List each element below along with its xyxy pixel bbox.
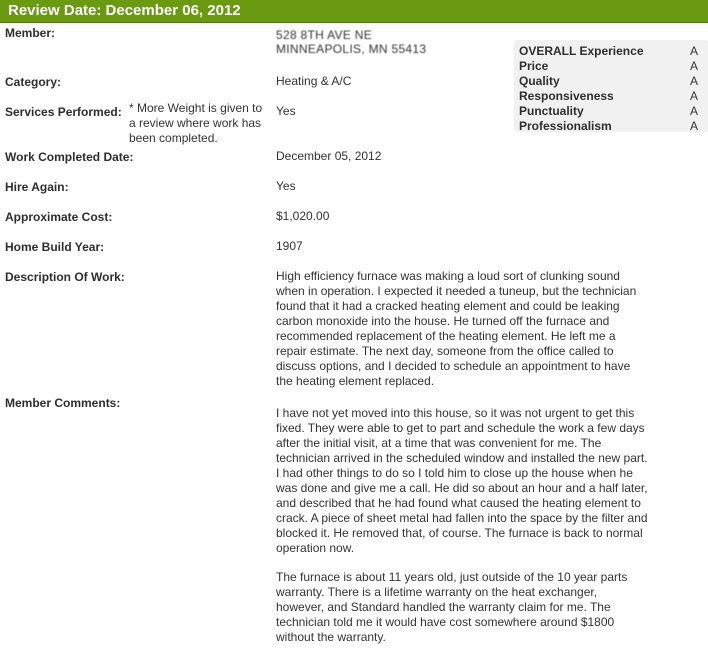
work-completed-label: Work Completed Date:: [5, 150, 134, 164]
hire-again-label: Hire Again:: [5, 180, 69, 194]
rating-grade: A: [689, 59, 698, 73]
rating-grade: A: [689, 74, 698, 88]
rating-row-professionalism: [519, 119, 704, 133]
work-completed-value: December 05, 2012: [276, 149, 382, 163]
comment-paragraph-1: I have not yet moved into this house, so it was not urgent to get this fixed. They were able to get to part and schedule the work a few days after the initial visit, at a time that was convenient for me. The technician arrived in the scheduled window and installed the new part. I had other things to do so I told him to close up the house when he was done and give me a call. He did so about an hour and a half later, and described that he had found what caused the heating element to crack. A piece of sheet metal had fallen into the space by the filter and blocked it. He removed that, of course. The furnace is back to normal operation now.: [276, 406, 648, 555]
member-comments: [276, 406, 648, 659]
address-line-2: MINNEAPOLIS, MN 55413: [276, 42, 427, 56]
ratings-panel: [514, 40, 708, 132]
home-build-year-label: Home Build Year:: [5, 240, 105, 254]
rating-row-quality: [519, 74, 704, 88]
rating-label: Quality: [519, 74, 560, 88]
rating-row-overall: [519, 44, 704, 58]
review-header: [0, 0, 708, 23]
approximate-cost-label: Approximate Cost:: [5, 210, 113, 224]
services-performed-value: Yes: [276, 104, 296, 118]
review-date-title: Review Date: December 06, 2012: [8, 2, 241, 19]
description-text: High efficiency furnace was making a loud sort of clunking sound when in operation. I expected it needed a tuneup, but the technician found that it had a cracked heating element and could be leaking carbon monoxide into the house. He turned off the furnace and recommended replacement of the heating element. He left me a repair estimate. The next day, someone from the office called to discuss options, and I decided to schedule an appointment to have the heating element replaced.: [276, 269, 637, 388]
rating-label: Punctuality: [519, 104, 584, 118]
rating-row-price: [519, 59, 704, 73]
home-build-year-value: 1907: [276, 239, 303, 253]
rating-grade: A: [689, 119, 698, 133]
rating-label: Price: [519, 59, 549, 73]
comment-paragraph-2: The furnace is about 11 years old, just outside of the 10 year parts warranty. There is a lifetime warranty on the heat exchanger, however, and Standard handled the warranty claim for me. The technician told me it would have cost somewhere around $1800 without the warranty.: [276, 570, 628, 644]
services-weight-note: * More Weight is given to a review where work has been completed.: [129, 101, 263, 145]
rating-grade: A: [689, 104, 698, 118]
approximate-cost-value: $1,020.00: [276, 209, 330, 223]
rating-label: Responsiveness: [519, 89, 614, 103]
member-address: [276, 28, 426, 56]
rating-grade: A: [689, 44, 698, 58]
description-label: Description Of Work:: [5, 270, 125, 284]
category-label: Category:: [5, 75, 62, 89]
rating-row-responsiveness: [519, 89, 704, 103]
rating-label: OVERALL Experience: [519, 44, 644, 58]
rating-label: Professionalism: [519, 119, 612, 133]
category-value: Heating & A/C: [276, 74, 352, 88]
services-performed-label: Services Performed:: [5, 105, 122, 119]
rating-grade: A: [689, 89, 698, 103]
hire-again-value: Yes: [276, 179, 296, 193]
rating-row-punctuality: [519, 104, 704, 118]
member-label: Member:: [5, 26, 56, 40]
address-line-1: 528 8TH AVE NE: [276, 28, 373, 42]
member-comments-label: Member Comments:: [5, 396, 121, 410]
